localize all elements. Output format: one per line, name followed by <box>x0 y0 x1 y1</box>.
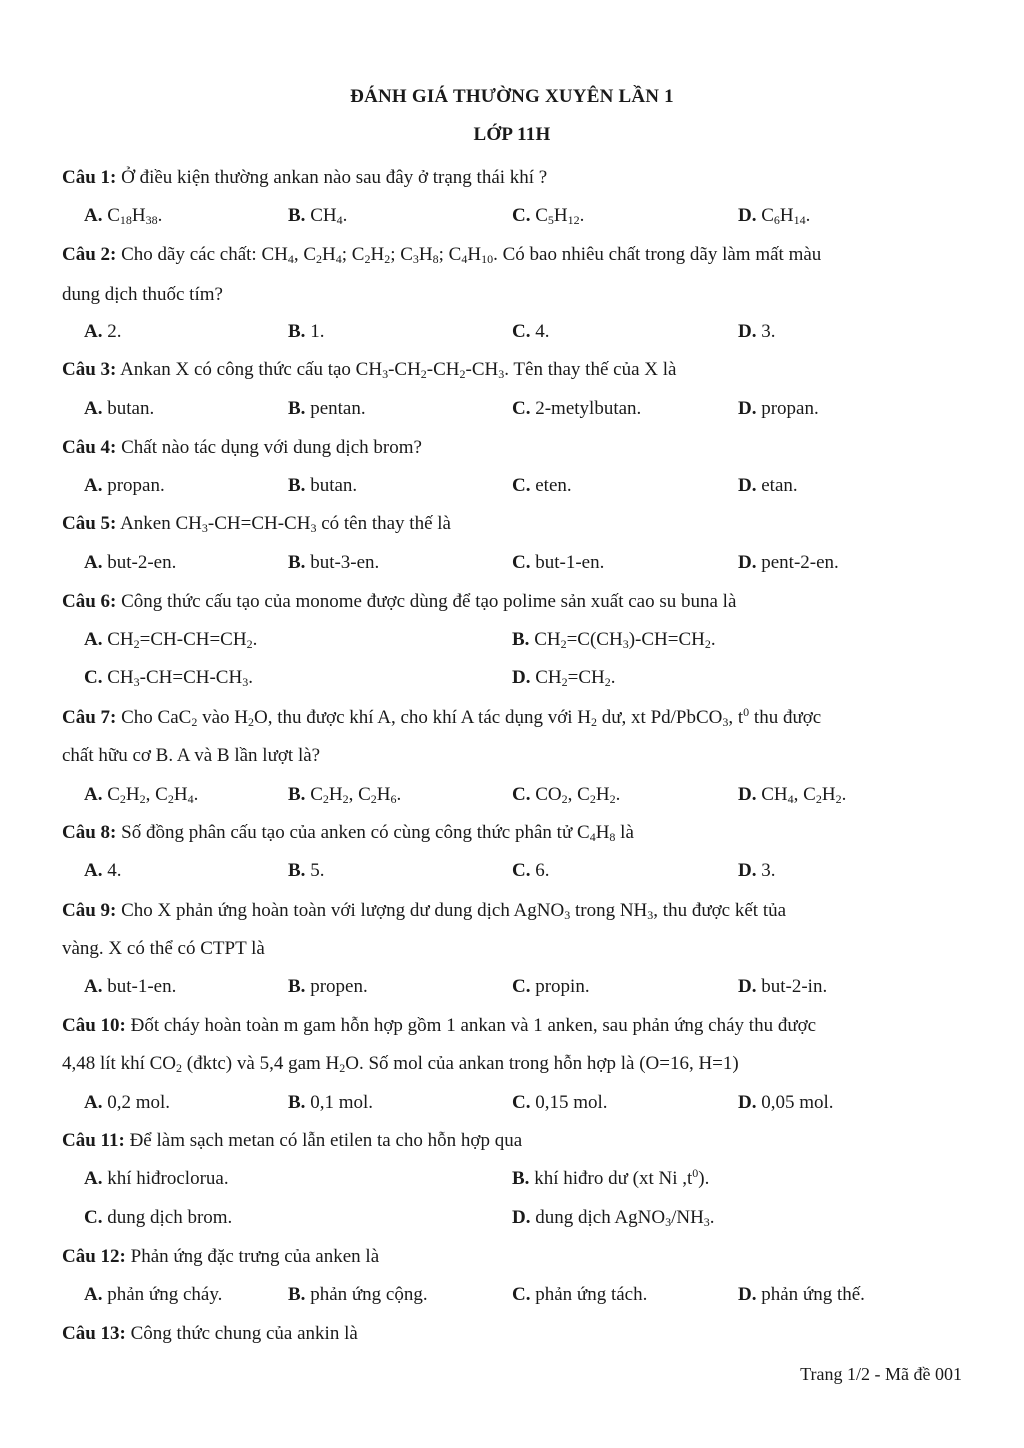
option-c: C. $CH_3-CH=CH-CH_3$. <box>84 667 253 689</box>
question-5 <box>62 512 972 536</box>
option-b: B. 0,1 mol. <box>288 1092 373 1113</box>
option-b: B. propen. <box>288 976 368 997</box>
question-2 <box>62 243 972 267</box>
question-label: Câu 3: <box>62 359 117 380</box>
question-9-cont: vàng. X có thể có CTPT là <box>62 938 265 959</box>
question-text: Cho X phản ứng hoàn toàn với lượng dư dung dịch AgNO$_3$ trong $NH_3$, thu được kết tủa <box>121 900 787 922</box>
option-d: D. pent-2-en. <box>738 552 839 573</box>
option-a: A. but-1-en. <box>84 976 177 997</box>
option-d: D. etan. <box>738 475 798 496</box>
question-text: Ở điều kiện thường ankan nào sau đây ở trạng thái khí ? <box>121 167 548 188</box>
option-b: B. 5. <box>288 860 325 881</box>
option-a: A. $CH_2=CH-CH=CH_2$. <box>84 629 258 651</box>
option-a: A. khí hiđroclorua. <box>84 1168 229 1189</box>
option-a: A. propan. <box>84 475 165 496</box>
question-label: Câu 6: <box>62 591 117 612</box>
question-text: Công thức cấu tạo của monome được dùng để tạo polime sản xuất cao su buna là <box>121 591 737 612</box>
option-b: B. $C_2H_2$, $C_2H_6$. <box>288 784 402 806</box>
question-7 <box>62 706 972 730</box>
question-text: Ankan X có công thức cấu tạo $CH_3-CH_2-CH_2-CH_3$. Tên thay thế của X là <box>120 359 677 381</box>
question-label: Câu 9: <box>62 900 117 921</box>
option-d: D. 3. <box>738 321 776 342</box>
question-label: Câu 11: <box>62 1130 125 1151</box>
question-text: Để làm sạch metan có lẫn etilen ta cho hỗn hợp qua <box>129 1130 523 1151</box>
page-footer: Trang 1/2 - Mã đề 001 <box>800 1364 962 1384</box>
question-6 <box>62 590 972 614</box>
option-d: D. dung dịch $AgNO_3/NH_3$. <box>512 1207 715 1229</box>
option-c: C. dung dịch brom. <box>84 1207 233 1228</box>
question-text: Số đồng phân cấu tạo của anken có cùng công thức phân tử $C_4H_8$ là <box>121 822 634 844</box>
option-b: B. phản ứng cộng. <box>288 1284 428 1305</box>
option-b: B. but-3-en. <box>288 552 380 573</box>
option-b: B. 1. <box>288 321 325 342</box>
option-a: A. 4. <box>84 860 122 881</box>
question-13 <box>62 1322 972 1346</box>
question-text: Cho dãy các chất: $CH_4$, $C_2H_4$; $C_2H_2$; $C_3H_8$; $C_4H_{10}$. Có bao nhiêu chất trong dãy làm mất màu <box>121 244 822 266</box>
question-label: Câu 7: <box>62 707 117 728</box>
question-label: Câu 2: <box>62 244 117 265</box>
question-label: Câu 8: <box>62 822 117 843</box>
question-label: Câu 5: <box>62 513 117 534</box>
question-10-cont: 4,48 lít khí $CO_2$ (đktc) và 5,4 gam $H_2O$. Số mol của ankan trong hỗn hợp là (O=16, H=1) <box>62 1053 739 1075</box>
option-d: D. propan. <box>738 398 819 419</box>
option-b: B. khí hiđro dư (xt Ni $,t^0$). <box>512 1166 710 1189</box>
option-b: B. $CH_2=C(CH_3)-CH=CH_2$. <box>512 629 716 651</box>
option-d: D. 0,05 mol. <box>738 1092 834 1113</box>
question-label: Câu 10: <box>62 1015 126 1036</box>
option-b: B. pentan. <box>288 398 366 419</box>
question-text: Phản ứng đặc trưng của anken là <box>130 1246 380 1267</box>
option-a: A. $C_{18}H_{38}$. <box>84 205 163 227</box>
option-c: C. 4. <box>512 321 550 342</box>
option-d: D. but-2-in. <box>738 976 828 997</box>
question-12 <box>62 1245 972 1269</box>
question-2-cont: dung dịch thuốc tím? <box>62 284 223 305</box>
option-d: D. $CH_4$, $C_2H_2$. <box>738 784 847 806</box>
option-d: D. phản ứng thế. <box>738 1284 865 1305</box>
option-a: A. butan. <box>84 398 155 419</box>
option-a: A. 2. <box>84 321 122 342</box>
option-c: C. 6. <box>512 860 550 881</box>
option-d: D. 3. <box>738 860 776 881</box>
option-a: A. $C_2H_2$, $C_2H_4$. <box>84 784 199 806</box>
question-8 <box>62 821 972 845</box>
question-label: Câu 1: <box>62 167 117 188</box>
option-c: C. 0,15 mol. <box>512 1092 608 1113</box>
question-4 <box>62 436 972 460</box>
option-c: C. phản ứng tách. <box>512 1284 648 1305</box>
question-10 <box>62 1014 972 1038</box>
exam-title: ĐÁNH GIÁ THƯỜNG XUYÊN LẦN 1 <box>350 86 674 107</box>
option-d: D. $CH_2=CH_2$. <box>512 667 616 689</box>
option-d: D. $C_6H_{14}$. <box>738 205 811 227</box>
question-9 <box>62 899 972 923</box>
option-b: B. $CH_4$. <box>288 205 348 227</box>
question-label: Câu 4: <box>62 437 117 458</box>
question-11 <box>62 1129 972 1153</box>
question-1 <box>62 166 972 190</box>
option-c: C. $C_5H_{12}$. <box>512 205 585 227</box>
option-a: A. 0,2 mol. <box>84 1092 171 1113</box>
question-text: Chất nào tác dụng với dung dịch brom? <box>121 437 422 458</box>
option-c: C. but-1-en. <box>512 552 605 573</box>
question-text: Cho CaC$_2$ vào $H_2O$, thu được khí A, cho khí A tác dụng với $H_2$ dư, xt Pd/PbCO$_3$, $t^0$ thu được <box>121 705 822 729</box>
question-text: Đốt cháy hoàn toàn m gam hỗn hợp gồm 1 ankan và 1 anken, sau phản ứng cháy thu được <box>130 1015 817 1036</box>
class-label: LỚP 11H <box>473 124 551 145</box>
question-3 <box>62 358 972 382</box>
option-a: A. phản ứng cháy. <box>84 1284 223 1305</box>
option-b: B. butan. <box>288 475 358 496</box>
option-c: C. propin. <box>512 976 590 997</box>
option-a: A. but-2-en. <box>84 552 177 573</box>
question-label: Câu 13: <box>62 1323 126 1344</box>
question-7-cont: chất hữu cơ B. A và B lần lượt là? <box>62 745 321 766</box>
option-c: C. 2-metylbutan. <box>512 398 642 419</box>
question-label: Câu 12: <box>62 1246 126 1267</box>
question-text: Công thức chung của ankin là <box>130 1323 358 1344</box>
option-c: C. $CO_2$, $C_2H_2$. <box>512 784 621 806</box>
question-text: Anken $CH_3-CH=CH-CH_3$ có tên thay thế là <box>120 513 451 535</box>
option-c: C. eten. <box>512 475 572 496</box>
